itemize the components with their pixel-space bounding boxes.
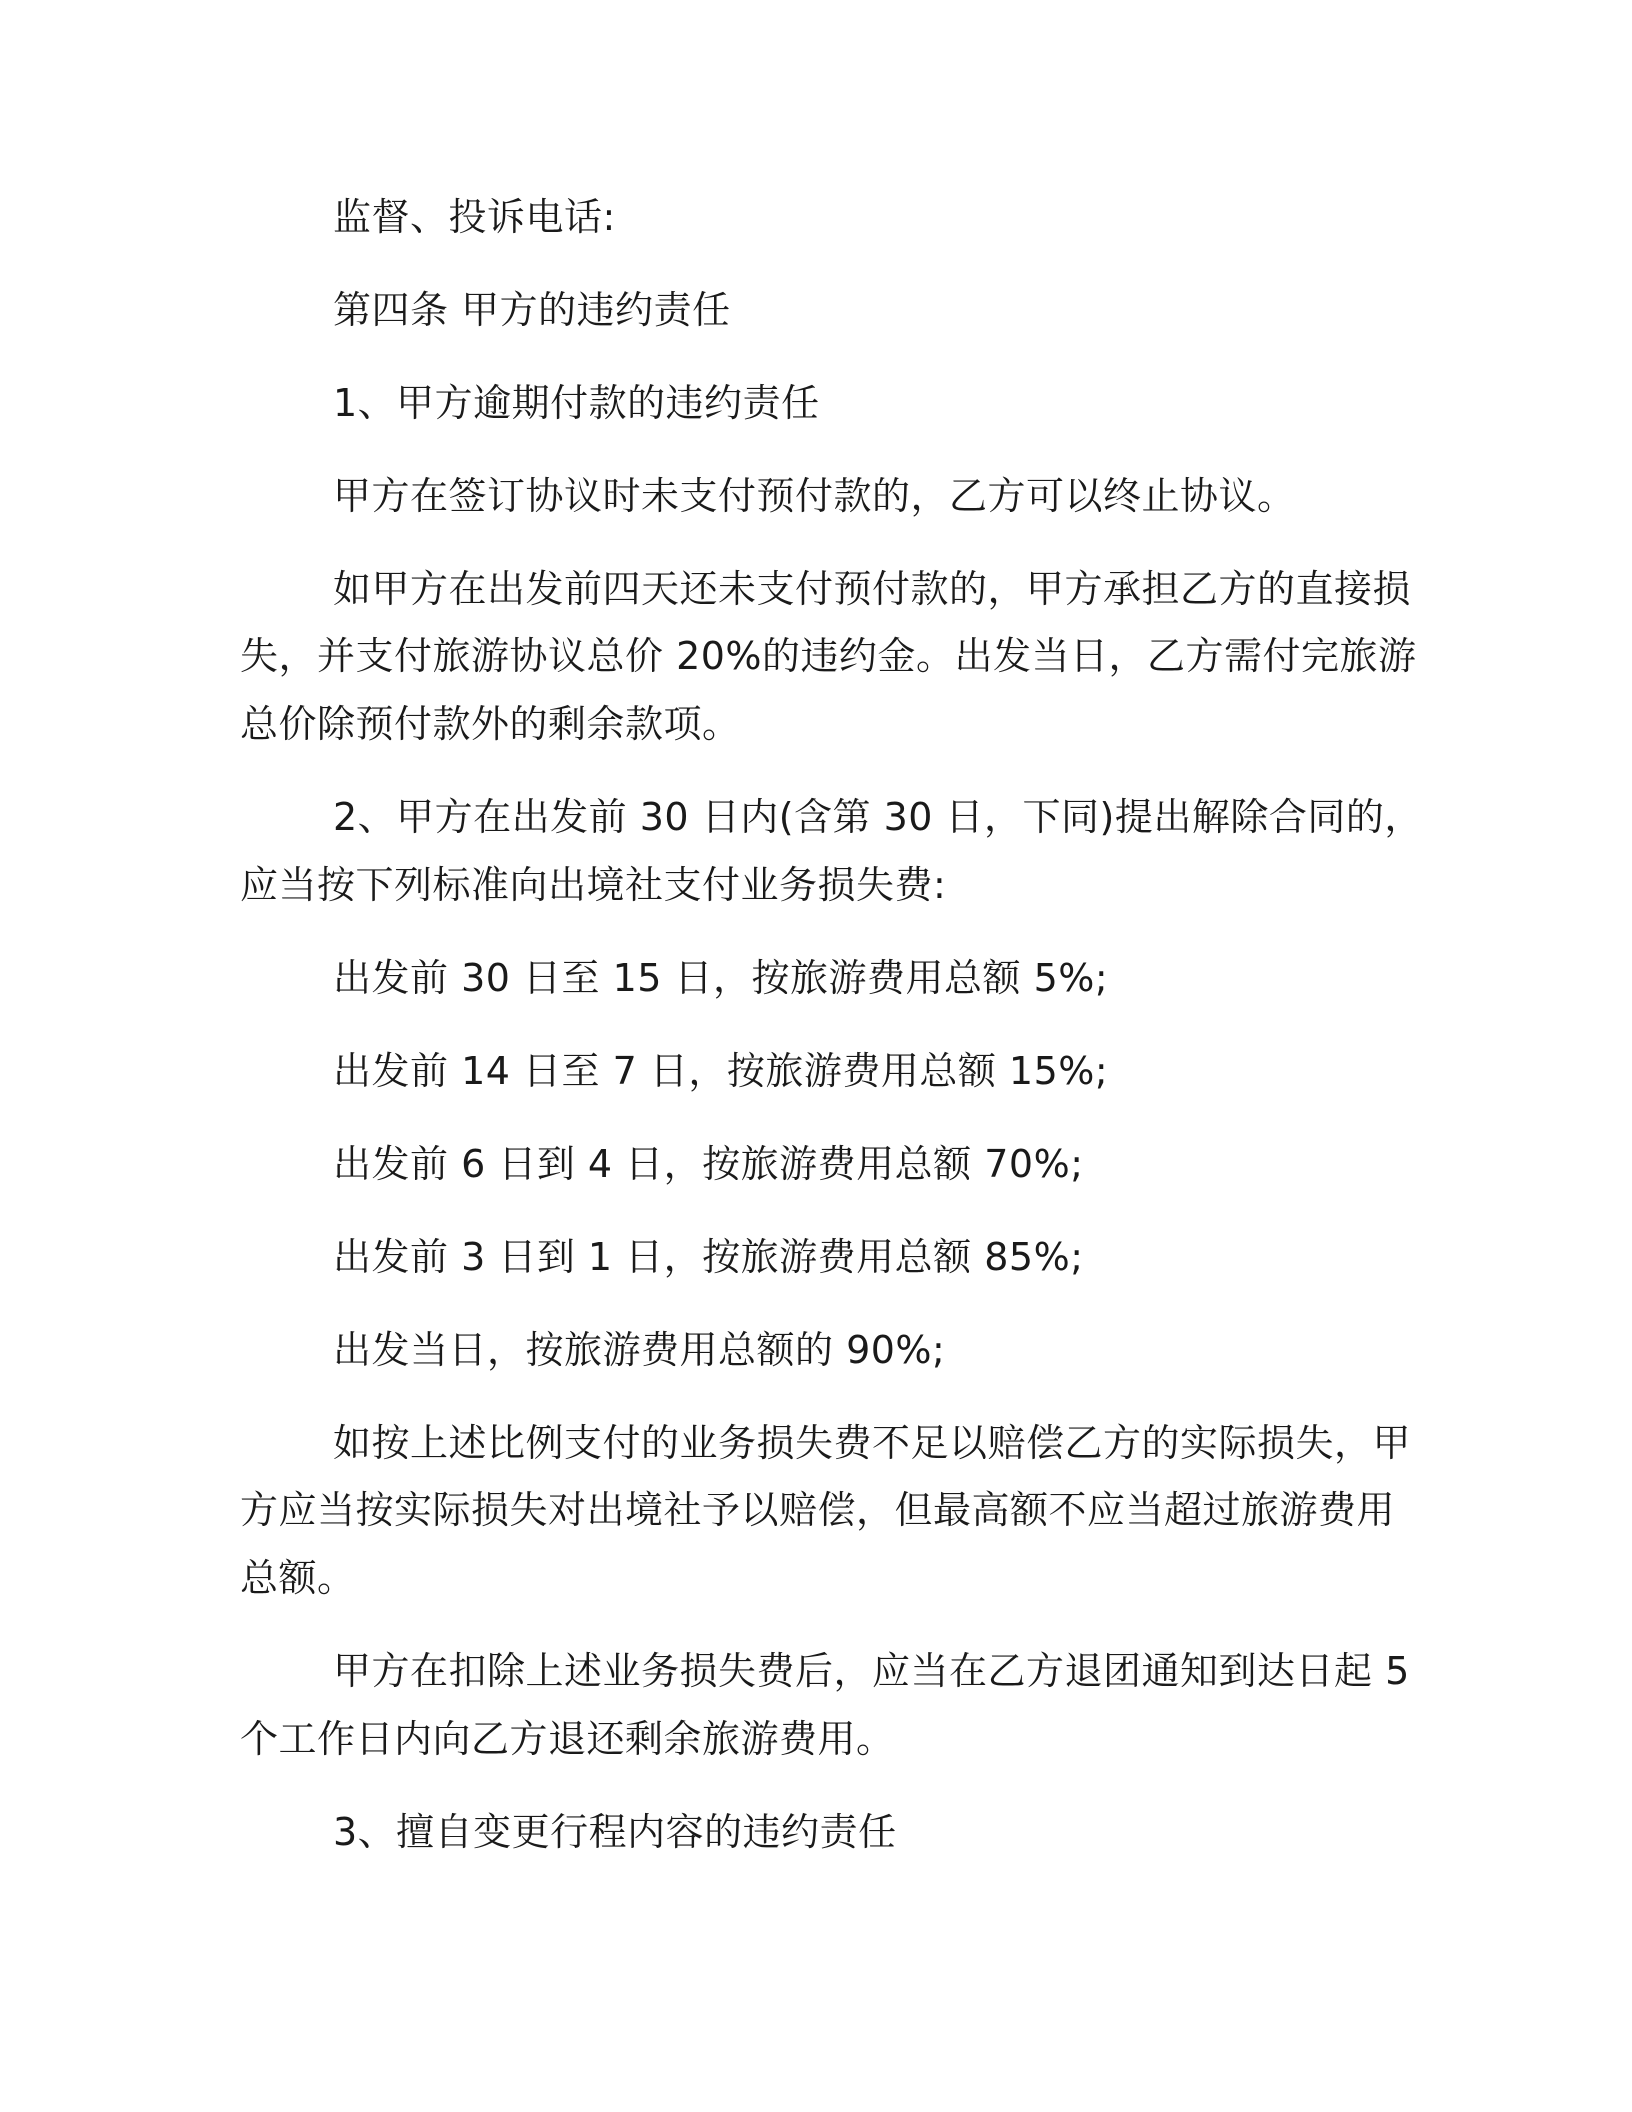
clause-1-paragraph-2-line-1: 如甲方在出发前四天还未支付预付款的，甲方承担乙方的直接损 [333,567,1412,611]
article-four-heading: 第四条 甲方的违约责任 [333,288,731,332]
complaint-phone-line: 监督、投诉电话: [333,195,616,239]
fee-rate-item: 出发前 30 日至 15 日，按旅游费用总额 5%; [333,956,1109,1000]
refund-paragraph-line-1: 甲方在扣除上述业务损失费后，应当在乙方退团通知到达日起 5 [333,1649,1410,1693]
compensation-paragraph-line-3: 总额。 [240,1556,356,1600]
clause-2-line-2: 应当按下列标准向出境社支付业务损失费: [240,863,947,907]
fee-rate-item: 出发前 6 日到 4 日，按旅游费用总额 70%; [333,1142,1084,1186]
clause-2-line-1: 2、甲方在出发前 30 日内(含第 30 日，下同)提出解除合同的， [333,795,1423,839]
compensation-paragraph-line-2: 方应当按实际损失对出境社予以赔偿，但最高额不应当超过旅游费用 [240,1488,1396,1532]
fee-rate-item: 出发前 3 日到 1 日，按旅游费用总额 85%; [333,1235,1084,1279]
fee-rate-item: 出发当日，按旅游费用总额的 90%; [333,1328,946,1372]
clause-1-paragraph-2-line-3: 总价除预付款外的剩余款项。 [240,702,741,746]
clause-3-heading: 3、擅自变更行程内容的违约责任 [333,1810,897,1854]
clause-1-paragraph-2-line-2: 失，并支付旅游协议总价 20%的违约金。出发当日，乙方需付完旅游 [240,634,1417,678]
fee-rate-item: 出发前 14 日至 7 日，按旅游费用总额 15%; [333,1049,1109,1093]
clause-1-heading: 1、甲方逾期付款的违约责任 [333,381,820,425]
refund-paragraph-line-2: 个工作日内向乙方退还剩余旅游费用。 [240,1717,895,1761]
clause-1-paragraph-1: 甲方在签订协议时未支付预付款的，乙方可以终止协议。 [333,474,1296,518]
compensation-paragraph-line-1: 如按上述比例支付的业务损失费不足以赔偿乙方的实际损失，甲 [333,1421,1412,1465]
